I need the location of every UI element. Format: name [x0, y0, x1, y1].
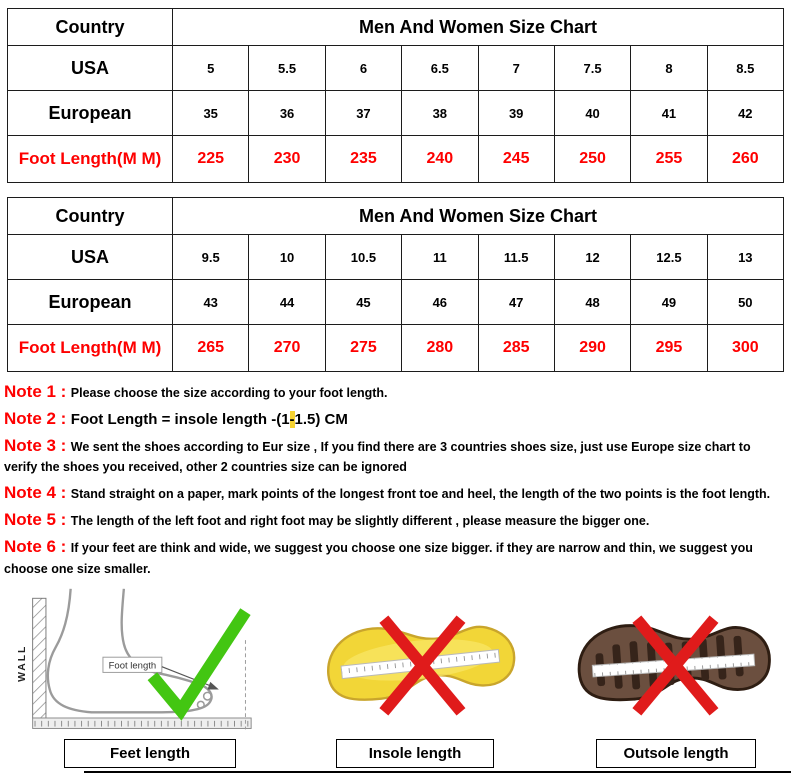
- size-cell: 6.5: [402, 46, 478, 91]
- size-cell: 50: [707, 280, 783, 325]
- size-cell: 35: [173, 91, 249, 136]
- size-cell: 6: [325, 46, 401, 91]
- note-3: [4, 435, 786, 479]
- size-cell: 5.5: [249, 46, 325, 91]
- note-4: [4, 482, 786, 505]
- size-cell: 48: [554, 280, 630, 325]
- table-row: [8, 46, 784, 91]
- size-chart-table-1: [7, 8, 784, 183]
- size-cell: 40: [554, 91, 630, 136]
- size-cell: 280: [402, 325, 478, 372]
- size-cell: 44: [249, 280, 325, 325]
- note-5: [4, 509, 786, 532]
- size-cell: 45: [325, 280, 401, 325]
- outsole-illustration: [561, 598, 786, 733]
- size-cell: 8.5: [707, 46, 783, 91]
- size-cell: 255: [631, 136, 707, 183]
- note-text: Foot Length = insole length -(1: [70, 410, 290, 428]
- size-cell: 235: [325, 136, 401, 183]
- size-cell: 265: [173, 325, 249, 372]
- table-row: [8, 136, 784, 183]
- size-chart-section: [0, 0, 791, 372]
- insole-illustration: [308, 598, 533, 733]
- size-cell: 12.5: [631, 235, 707, 280]
- country-header-cell: Country: [8, 198, 173, 235]
- row-label-usa: USA: [8, 46, 173, 91]
- size-cell: 38: [402, 91, 478, 136]
- table-row: [8, 280, 784, 325]
- size-cell: 10: [249, 235, 325, 280]
- size-cell: 46: [402, 280, 478, 325]
- caption-insole-length: Insole length: [336, 739, 494, 768]
- note-label: Note 4 :: [4, 483, 67, 503]
- size-cell: 225: [173, 136, 249, 183]
- row-label-usa: USA: [8, 235, 173, 280]
- size-cell: 290: [554, 325, 630, 372]
- feet-length-illustration: [6, 585, 274, 737]
- wall-label: WALL: [17, 645, 29, 683]
- notes-section: [0, 372, 791, 579]
- note-1: [4, 381, 786, 404]
- note-text: The length of the left foot and right foot may be slightly different , please measure the bigger one.: [70, 513, 650, 528]
- note-label: Note 6 :: [4, 536, 67, 556]
- measuring-illustrations: [0, 585, 791, 737]
- size-cell: 7: [478, 46, 554, 91]
- chart-title-cell: Men And Women Size Chart: [173, 198, 784, 235]
- size-cell: 5: [173, 46, 249, 91]
- note-label: Note 3 :: [4, 435, 67, 455]
- table-row: [8, 9, 784, 46]
- size-cell: 285: [478, 325, 554, 372]
- size-cell: 36: [249, 91, 325, 136]
- table-row: [8, 325, 784, 372]
- table-row: [8, 91, 784, 136]
- size-cell: 10.5: [325, 235, 401, 280]
- size-cell: 49: [631, 280, 707, 325]
- size-cell: 270: [249, 325, 325, 372]
- country-header-cell: Country: [8, 9, 173, 46]
- note-text: Stand straight on a paper, mark points of the longest front toe and heel, the length of the two points is the foot length.: [70, 487, 771, 502]
- size-cell: 8: [631, 46, 707, 91]
- size-cell: 11.5: [478, 235, 554, 280]
- note-label: Note 2 :: [4, 408, 67, 428]
- caption-feet-length: Feet length: [64, 739, 236, 768]
- bottom-rule: [84, 771, 791, 773]
- note-text: 1.5) CM: [294, 410, 348, 428]
- note-label: Note 5 :: [4, 509, 67, 529]
- size-cell: 295: [631, 325, 707, 372]
- caption-row: [0, 739, 791, 768]
- table-row: [8, 198, 784, 235]
- size-cell: 275: [325, 325, 401, 372]
- note-2: [4, 408, 786, 431]
- toe-detail: [204, 693, 212, 701]
- note-text: If your feet are think and wide, we suggest you choose one size bigger. if they are narrow and thin, we suggest you choose one size smaller.: [4, 540, 753, 576]
- note-text: Please choose the size according to your foot length.: [70, 386, 388, 400]
- size-chart-table-2: [7, 197, 784, 372]
- foot-length-label: Foot length: [108, 660, 157, 672]
- size-cell: 9.5: [173, 235, 249, 280]
- size-cell: 12: [554, 235, 630, 280]
- note-text: We sent the shoes according to Eur size , If you find there are 3 countries shoes size, just use Europe size chart to verify the shoes you received, other 2 countries size can be ignored: [4, 439, 751, 475]
- row-label-european: European: [8, 280, 173, 325]
- floor-ruler: [33, 718, 252, 728]
- size-cell: 300: [707, 325, 783, 372]
- row-label-european: European: [8, 91, 173, 136]
- arrowhead: [207, 682, 218, 690]
- row-label-foot-length: Foot Length(M M): [8, 136, 173, 183]
- row-label-foot-length: Foot Length(M M): [8, 325, 173, 372]
- note-6: [4, 536, 786, 580]
- size-cell: 7.5: [554, 46, 630, 91]
- size-cell: 13: [707, 235, 783, 280]
- size-cell: 245: [478, 136, 554, 183]
- size-cell: 240: [402, 136, 478, 183]
- size-cell: 11: [402, 235, 478, 280]
- chart-title-cell: Men And Women Size Chart: [173, 9, 784, 46]
- size-cell: 260: [707, 136, 783, 183]
- size-cell: 47: [478, 280, 554, 325]
- highlight-mark: -: [289, 410, 295, 428]
- size-cell: 250: [554, 136, 630, 183]
- size-cell: 43: [173, 280, 249, 325]
- size-cell: 41: [631, 91, 707, 136]
- size-cell: 42: [707, 91, 783, 136]
- size-cell: 37: [325, 91, 401, 136]
- caption-outsole-length: Outsole length: [596, 739, 756, 768]
- table-row: [8, 235, 784, 280]
- size-cell: 230: [249, 136, 325, 183]
- green-check-icon: [152, 612, 245, 711]
- size-cell: 39: [478, 91, 554, 136]
- note-label: Note 1 :: [4, 382, 67, 401]
- wall-hatch: [33, 599, 46, 719]
